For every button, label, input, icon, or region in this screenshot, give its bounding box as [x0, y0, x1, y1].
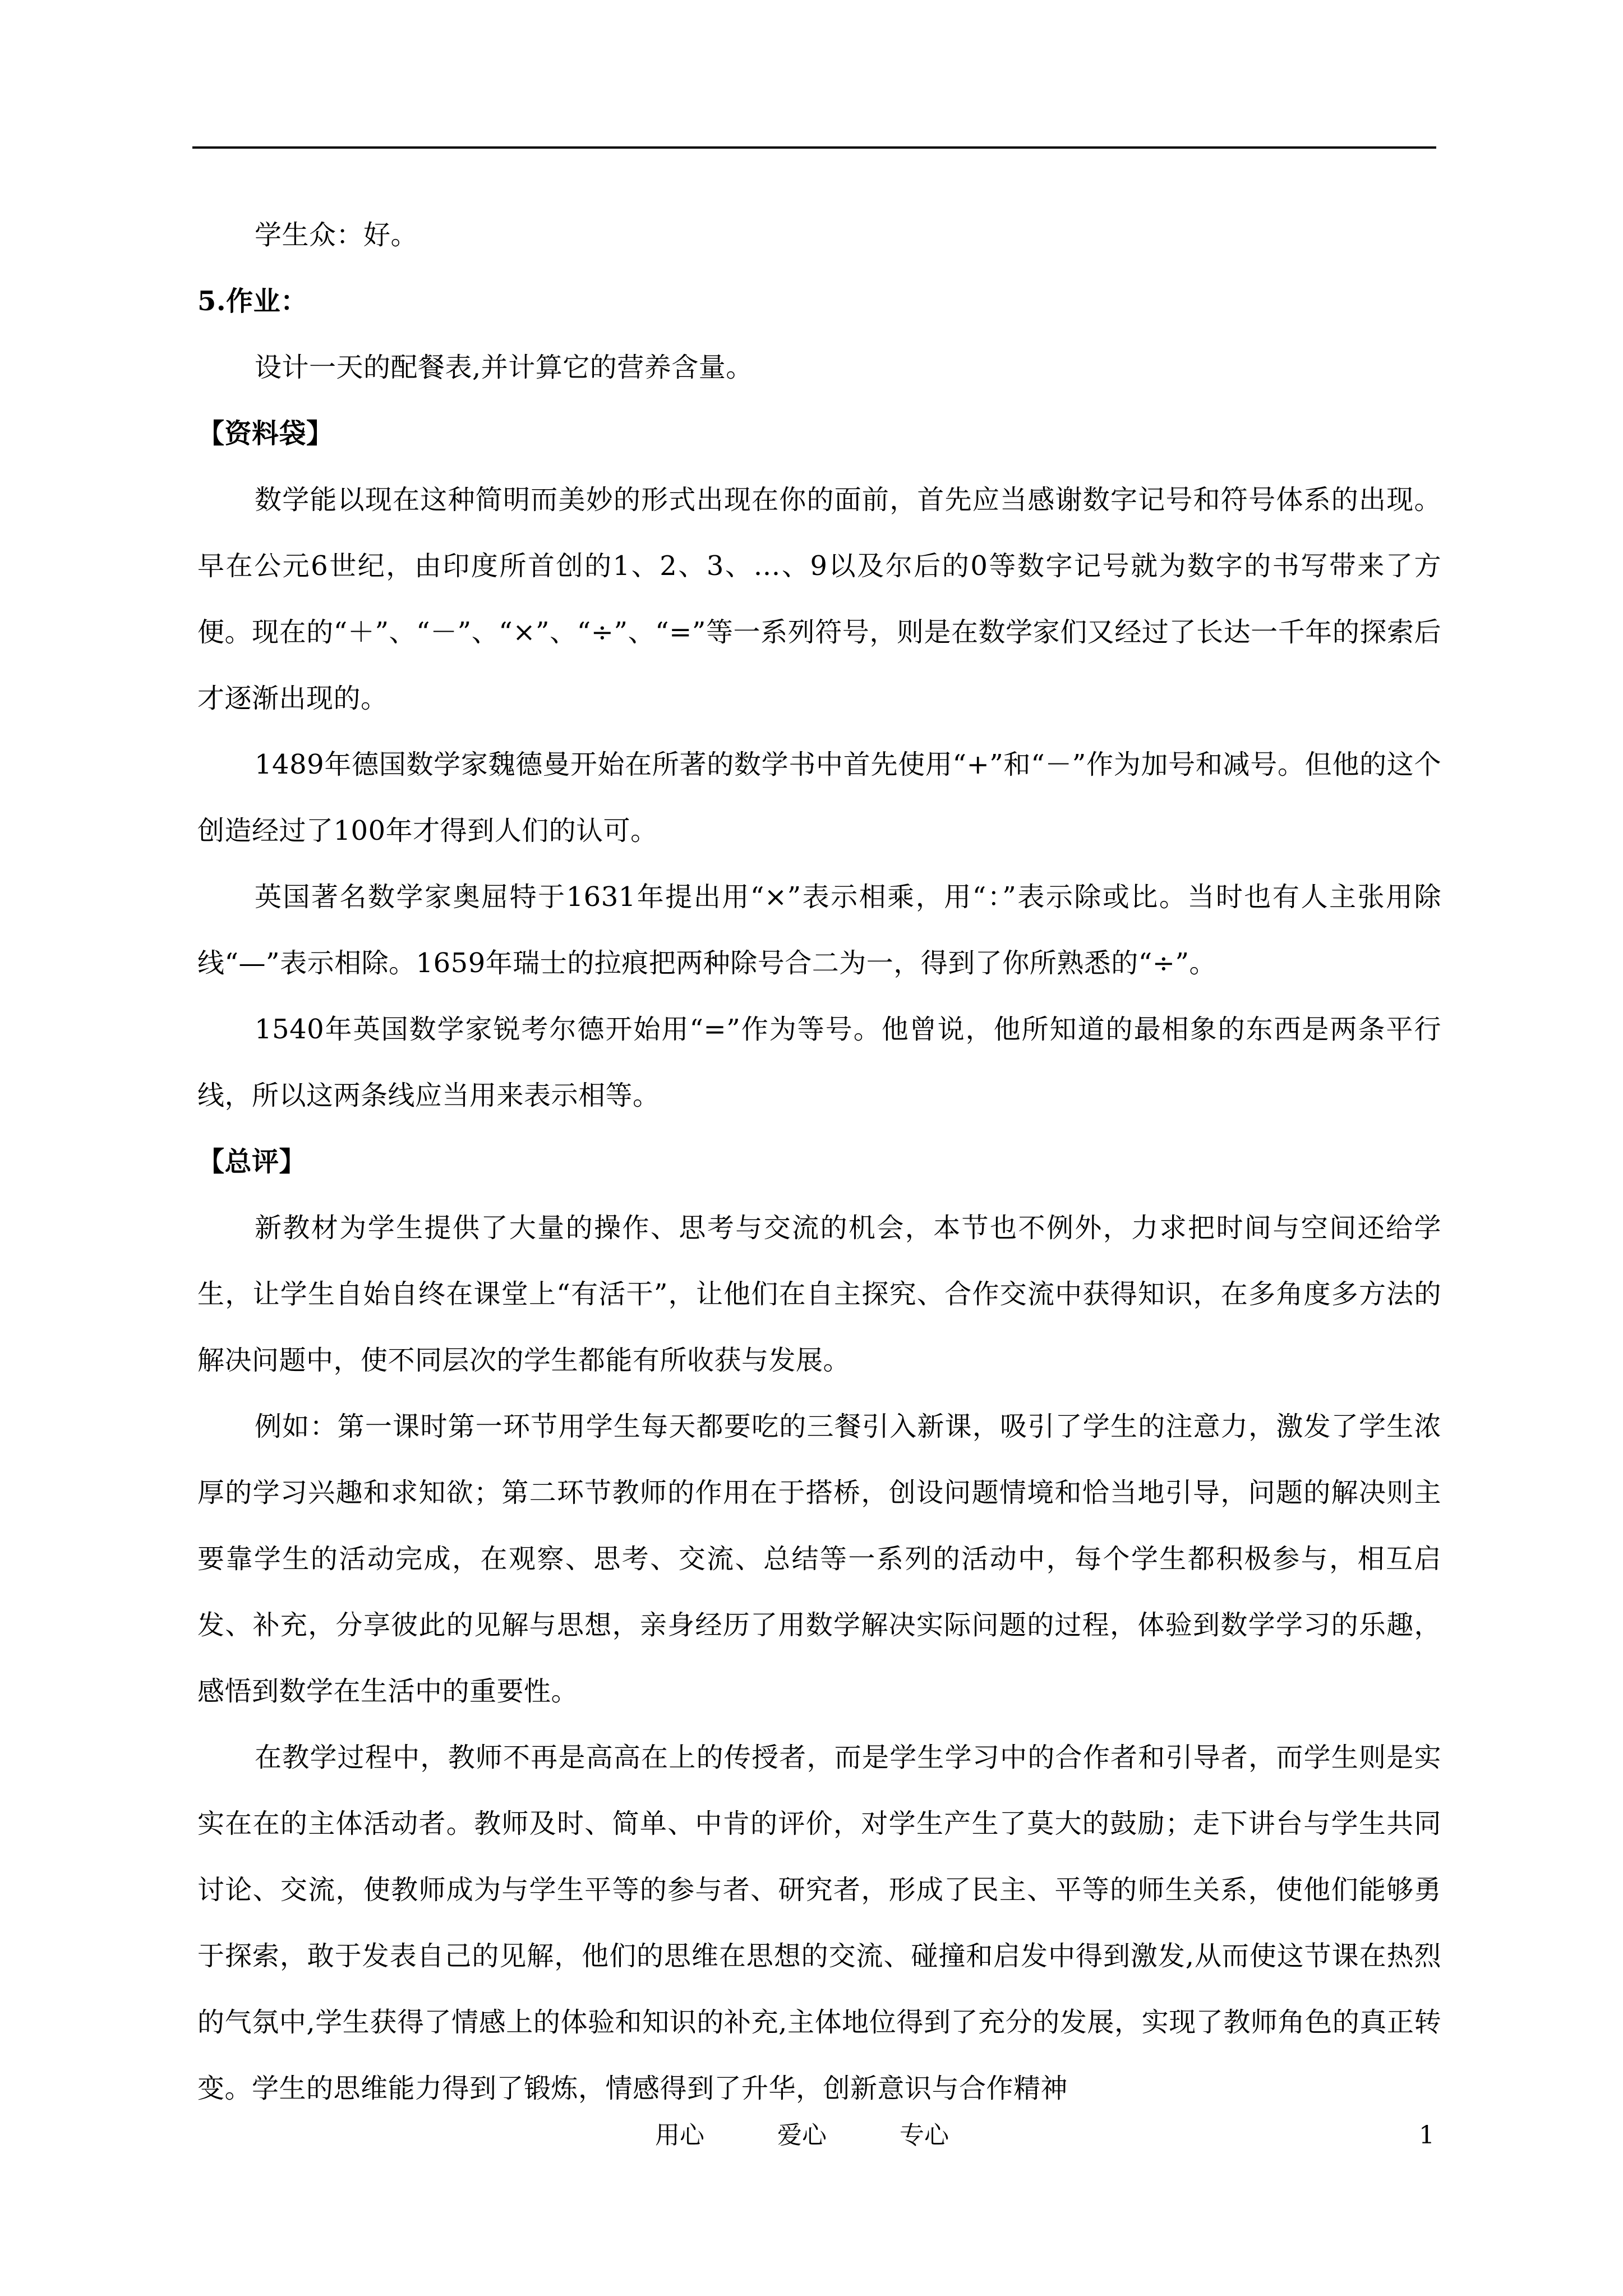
- footer-motto-word: 用心: [655, 2121, 704, 2150]
- paragraph-number-symbols-history: 数学能以现在这种简明而美妙的形式出现在你的面前，首先应当感谢数字记号和符号体系的出现。早在公元6世纪，由印度所首创的1、2、3、…、9以及尔后的0等数字记号就为数字的书写带来了方便。现在的“＋”、“－”、“×”、“÷”、“=”等一系列符号，则是在数学家们又经过了长达一千年的探索后才逐渐出现的。: [197, 484, 1441, 714]
- section-heading-resource-bag: 【资料袋】: [197, 418, 334, 449]
- header-rule: [192, 146, 1436, 149]
- footer-motto-word: 专心: [900, 2121, 949, 2150]
- paragraph-summary-intro: 新教材为学生提供了大量的操作、思考与交流的机会，本节也不例外，力求把时间与空间还给学生，让学生自始自终在课堂上“有活干”，让他们在自主探究、合作交流中获得知识，在多角度多方法的解决问题中，使不同层次的学生都能有所收获与发展。: [197, 1212, 1441, 1376]
- footer-motto-word: 爱心: [777, 2121, 827, 2150]
- paragraph-summary-teacher-role: 在教学过程中，教师不再是高高在上的传授者，而是学生学习中的合作者和引导者，而学生则是实实在在的主体活动者。教师及时、简单、中肯的评价，对学生产生了莫大的鼓励；走下讲台与学生共同讨论、交流，使教师成为与学生平等的参与者、研究者，形成了民主、平等的师生关系，使他们能够勇于探索，敢于发表自己的见解，他们的思维在思想的交流、碰撞和启发中得到激发,从而使这节课在热烈的气氛中,学生获得了情感上的体验和知识的补充,主体地位得到了充分的发展，实现了教师角色的真正转变。学生的思维能力得到了锻炼，情感得到了升华，创新意识与合作精神: [197, 1742, 1441, 2104]
- document-body: [197, 202, 1441, 2122]
- paragraph-students-reply: 学生众：好。: [255, 219, 418, 251]
- paragraph-equals-origin: 1540年英国数学家锐考尔德开始用“=”作为等号。他曾说，他所知道的最相象的东西是两条平行线，所以这两条线应当用来表示相等。: [197, 1014, 1441, 1111]
- paragraph-summary-example: 例如：第一课时第一环节用学生每天都要吃的三餐引入新课，吸引了学生的注意力，激发了学生浓厚的学习兴趣和求知欲；第二环节教师的作用在于搭桥，创设问题情境和恰当地引导，问题的解决则主要靠学生的活动完成，在观察、思考、交流、总结等一系列的活动中，每个学生都积极参与，相互启发、补充，分享彼此的见解与思想，亲身经历了用数学解决实际问题的过程，体验到数学学习的乐趣，感悟到数学在生活中的重要性。: [197, 1411, 1441, 1707]
- footer-motto: [655, 2116, 949, 2155]
- page-footer: [0, 2116, 1623, 2155]
- page-number: 1: [1419, 2121, 1435, 2150]
- heading-homework: 5.作业：: [197, 286, 308, 317]
- paragraph-plus-minus-origin: 1489年德国数学家魏德曼开始在所著的数学书中首先使用“+”和“－”作为加号和减号。但他的这个创造经过了100年才得到人们的认可。: [197, 749, 1441, 846]
- paragraph-homework-task: 设计一天的配餐表,并计算它的营养含量。: [255, 352, 753, 383]
- paragraph-multiply-divide-origin: 英国著名数学家奥屈特于1631年提出用“×”表示相乘，用“：”表示除或比。当时也有人主张用除线“—”表示相除。1659年瑞士的拉痕把两种除号合二为一，得到了你所熟悉的“÷”。: [197, 881, 1441, 979]
- section-heading-summary: 【总评】: [197, 1146, 307, 1177]
